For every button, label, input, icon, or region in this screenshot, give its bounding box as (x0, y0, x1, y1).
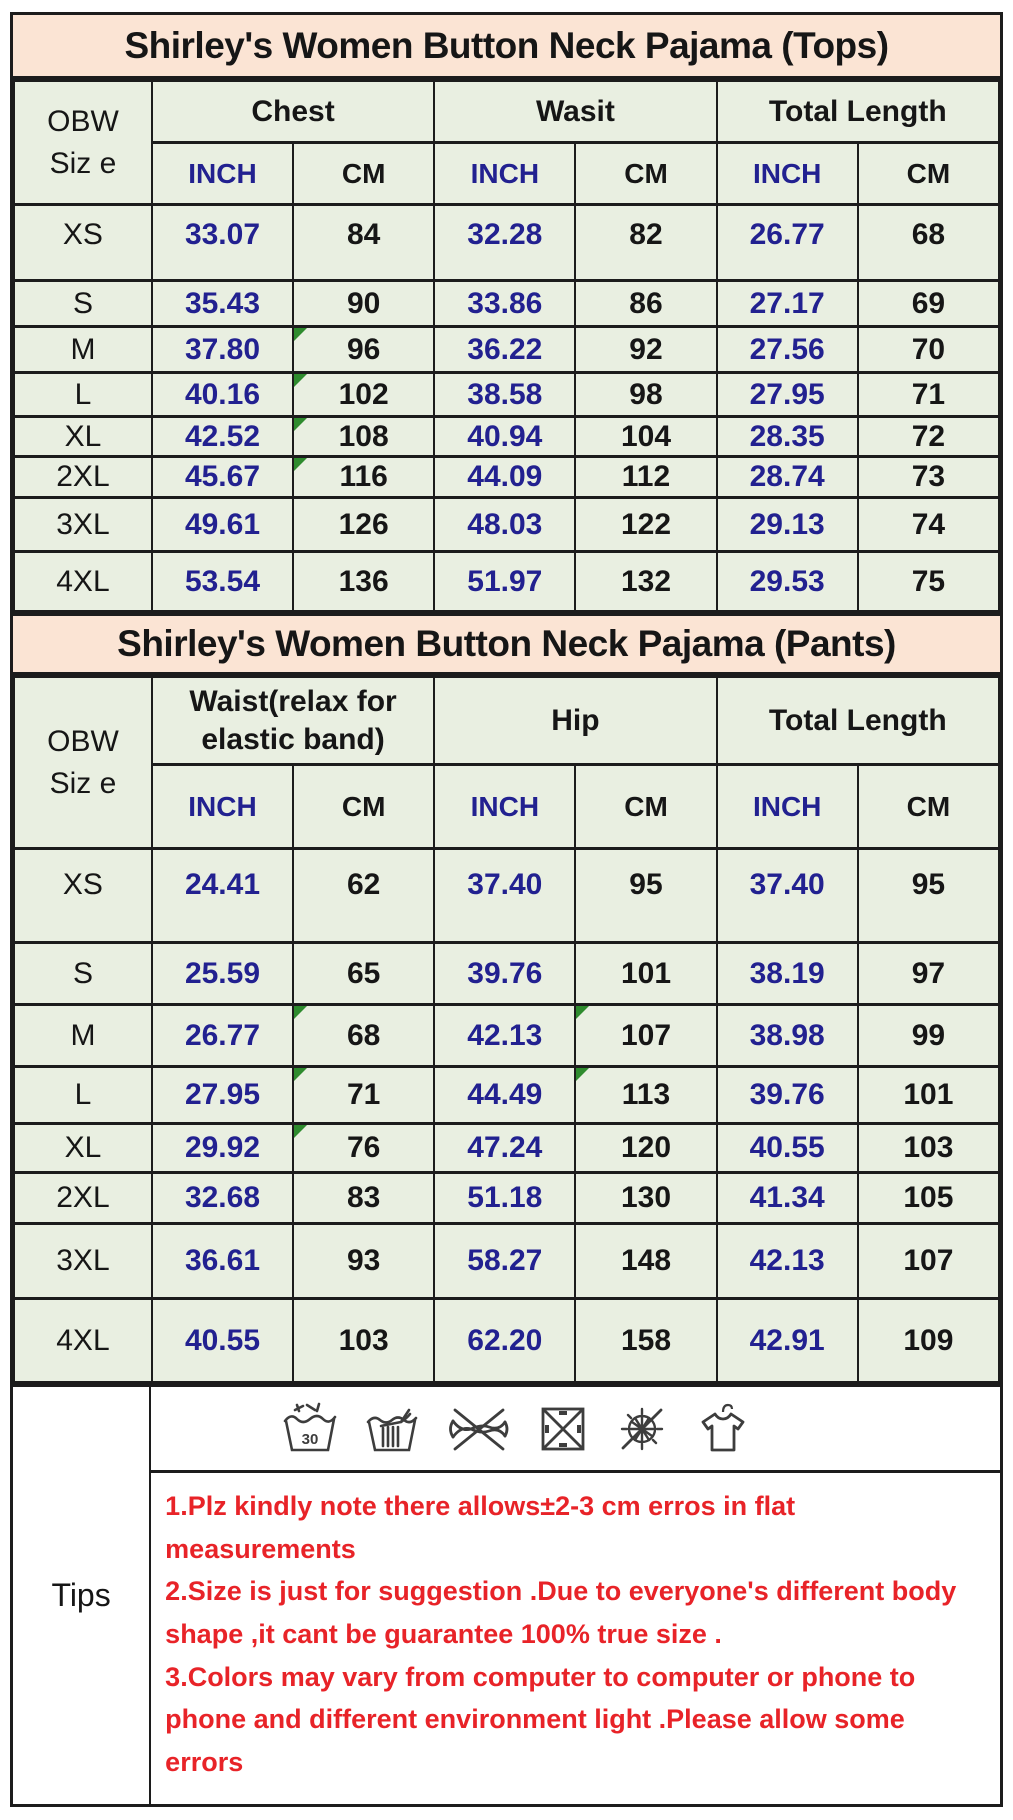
cm-value: 103 (858, 1124, 999, 1173)
tips-line-3: 3.Colors may vary from computer to computer or phone to phone and different environment light .Please allow some errors (165, 1661, 916, 1777)
size-label: XS (14, 205, 152, 281)
size-row (14, 417, 999, 457)
unit-header-cm: CM (575, 143, 716, 205)
tops-group-header-row (14, 81, 999, 143)
comment-marker-triangle (294, 458, 307, 471)
inch-value: 40.94 (434, 417, 575, 457)
inch-value: 32.68 (152, 1173, 293, 1224)
inch-value: 39.76 (717, 1067, 858, 1124)
comment-marker-triangle (576, 1068, 589, 1081)
inch-value: 58.27 (434, 1224, 575, 1299)
inch-value: 37.80 (152, 327, 293, 373)
comment-marker-triangle (294, 374, 307, 387)
size-label: S (14, 943, 152, 1005)
inch-value: 27.95 (152, 1067, 293, 1124)
cm-value: 101 (858, 1067, 999, 1124)
unit-header-cm: CM (858, 143, 999, 205)
size-label: M (14, 327, 152, 373)
pants-title: Shirley's Women Button Neck Pajama (Pants) (13, 613, 1000, 675)
size-label: L (14, 373, 152, 417)
hang-to-dry-icon (695, 1402, 751, 1456)
comment-marker-triangle (294, 328, 307, 341)
size-row (14, 327, 999, 373)
size-row (14, 1005, 999, 1067)
inch-value: 28.35 (717, 417, 858, 457)
cm-value: 107 (858, 1224, 999, 1299)
size-header-line1: OBW (47, 104, 119, 138)
inch-value: 33.07 (152, 205, 293, 281)
inch-value: 41.34 (717, 1173, 858, 1224)
cm-value: 102 (293, 373, 434, 417)
inch-value: 44.09 (434, 457, 575, 498)
cm-value: 84 (293, 205, 434, 281)
inch-value: 45.67 (152, 457, 293, 498)
tips-label: Tips (13, 1387, 151, 1804)
cm-value: 72 (858, 417, 999, 457)
cm-value: 136 (293, 552, 434, 612)
tops-group-waist: Wasit (434, 81, 716, 143)
cm-value: 68 (293, 1005, 434, 1067)
tips-section (13, 1384, 1000, 1804)
cm-value: 105 (858, 1173, 999, 1224)
inch-value: 38.98 (717, 1005, 858, 1067)
inch-value: 42.13 (717, 1224, 858, 1299)
tops-unit-header-row (14, 143, 999, 205)
inch-value: 42.52 (152, 417, 293, 457)
cm-value: 95 (858, 849, 999, 943)
cm-value: 92 (575, 327, 716, 373)
cm-value: 71 (293, 1067, 434, 1124)
unit-header-cm: CM (293, 143, 434, 205)
cm-value: 130 (575, 1173, 716, 1224)
inch-value: 27.95 (717, 373, 858, 417)
size-row (14, 498, 999, 552)
size-row (14, 457, 999, 498)
cm-value: 126 (293, 498, 434, 552)
cm-value: 148 (575, 1224, 716, 1299)
cm-value: 75 (858, 552, 999, 612)
do-not-wring-icon (445, 1404, 511, 1454)
inch-value: 33.86 (434, 281, 575, 327)
inch-value: 37.40 (434, 849, 575, 943)
tips-content (151, 1387, 1000, 1804)
cm-value: 69 (858, 281, 999, 327)
inch-value: 42.13 (434, 1005, 575, 1067)
inch-value: 26.77 (152, 1005, 293, 1067)
do-not-tumble-dry-icon (537, 1403, 589, 1455)
size-row (14, 849, 999, 943)
cm-value: 74 (858, 498, 999, 552)
care-icons-row (151, 1387, 1000, 1473)
cm-value: 108 (293, 417, 434, 457)
inch-value: 38.58 (434, 373, 575, 417)
cm-value: 96 (293, 327, 434, 373)
unit-header-inch: INCH (434, 143, 575, 205)
size-label: L (14, 1067, 152, 1124)
inch-value: 36.61 (152, 1224, 293, 1299)
cm-value: 71 (858, 373, 999, 417)
cm-value: 103 (293, 1299, 434, 1383)
size-row (14, 1224, 999, 1299)
cm-value: 104 (575, 417, 716, 457)
tops-size-column-header (14, 81, 152, 205)
cm-value: 132 (575, 552, 716, 612)
tops-group-chest: Chest (152, 81, 434, 143)
inch-value: 29.92 (152, 1124, 293, 1173)
cm-value: 95 (575, 849, 716, 943)
comment-marker-triangle (576, 1006, 589, 1019)
pants-unit-header-row (14, 765, 999, 849)
size-row (14, 1299, 999, 1383)
hand-wash-30-icon (281, 1402, 339, 1456)
pants-group-total-length: Total Length (717, 677, 999, 765)
inch-value: 39.76 (434, 943, 575, 1005)
size-label: 4XL (14, 1299, 152, 1383)
inch-value: 38.19 (717, 943, 858, 1005)
cm-value: 122 (575, 498, 716, 552)
size-label: 2XL (14, 457, 152, 498)
cm-value: 101 (575, 943, 716, 1005)
inch-value: 36.22 (434, 327, 575, 373)
cm-value: 76 (293, 1124, 434, 1173)
size-row (14, 1124, 999, 1173)
cm-value: 83 (293, 1173, 434, 1224)
inch-value: 29.53 (717, 552, 858, 612)
hand-wash-icon (365, 1402, 419, 1456)
cm-value: 107 (575, 1005, 716, 1067)
cm-value: 116 (293, 457, 434, 498)
size-row (14, 1067, 999, 1124)
unit-header-inch: INCH (152, 765, 293, 849)
size-row (14, 373, 999, 417)
tops-size-table (13, 79, 1000, 613)
tips-text (151, 1473, 1000, 1804)
unit-header-cm: CM (575, 765, 716, 849)
size-header-line1: OBW (47, 724, 119, 758)
inch-value: 26.77 (717, 205, 858, 281)
size-row (14, 205, 999, 281)
size-row (14, 943, 999, 1005)
comment-marker-triangle (294, 1006, 307, 1019)
size-label: 3XL (14, 498, 152, 552)
cm-value: 73 (858, 457, 999, 498)
inch-value: 47.24 (434, 1124, 575, 1173)
inch-value: 40.55 (717, 1124, 858, 1173)
inch-value: 27.56 (717, 327, 858, 373)
pants-group-waist: Waist(relax for elastic band) (152, 677, 434, 765)
cm-value: 93 (293, 1224, 434, 1299)
cm-value: 65 (293, 943, 434, 1005)
tips-line-2: 2.Size is just for suggestion .Due to everyone's different body shape ,it cant be guarantee 100% true size . (165, 1576, 957, 1649)
size-row (14, 552, 999, 612)
pants-group-header-row (14, 677, 999, 765)
wash-temp-label: 30 (301, 1430, 318, 1448)
cm-value: 97 (858, 943, 999, 1005)
cm-value: 120 (575, 1124, 716, 1173)
unit-header-cm: CM (858, 765, 999, 849)
inch-value: 42.91 (717, 1299, 858, 1383)
inch-value: 32.28 (434, 205, 575, 281)
cm-value: 113 (575, 1067, 716, 1124)
cm-value: 99 (858, 1005, 999, 1067)
inch-value: 48.03 (434, 498, 575, 552)
inch-value: 37.40 (717, 849, 858, 943)
unit-header-cm: CM (293, 765, 434, 849)
cm-value: 62 (293, 849, 434, 943)
pants-size-column-header (14, 677, 152, 849)
comment-marker-triangle (294, 418, 307, 431)
inch-value: 51.18 (434, 1173, 575, 1224)
tops-group-total-length: Total Length (717, 81, 999, 143)
unit-header-inch: INCH (717, 765, 858, 849)
cm-value: 98 (575, 373, 716, 417)
cm-value: 70 (858, 327, 999, 373)
inch-value: 62.20 (434, 1299, 575, 1383)
size-label: XL (14, 417, 152, 457)
size-row (14, 1173, 999, 1224)
size-label: M (14, 1005, 152, 1067)
size-label: 4XL (14, 552, 152, 612)
size-label: 2XL (14, 1173, 152, 1224)
tops-title: Shirley's Women Button Neck Pajama (Tops) (13, 15, 1000, 79)
inch-value: 27.17 (717, 281, 858, 327)
cm-value: 158 (575, 1299, 716, 1383)
unit-header-inch: INCH (152, 143, 293, 205)
size-label: S (14, 281, 152, 327)
unit-header-inch: INCH (717, 143, 858, 205)
inch-value: 40.16 (152, 373, 293, 417)
inch-value: 44.49 (434, 1067, 575, 1124)
pants-group-hip: Hip (434, 677, 716, 765)
inch-value: 35.43 (152, 281, 293, 327)
size-chart-sheet (10, 12, 1003, 1807)
unit-header-inch: INCH (434, 765, 575, 849)
inch-value: 24.41 (152, 849, 293, 943)
inch-value: 28.74 (717, 457, 858, 498)
inch-value: 49.61 (152, 498, 293, 552)
tips-line-1: 1.Plz kindly note there allows±2-3 cm erros in flat measurements (165, 1491, 796, 1564)
size-label: 3XL (14, 1224, 152, 1299)
comment-marker-triangle (294, 1068, 307, 1081)
cm-value: 112 (575, 457, 716, 498)
inch-value: 29.13 (717, 498, 858, 552)
size-header-line2: Siz e (49, 766, 117, 800)
inch-value: 25.59 (152, 943, 293, 1005)
do-not-sun-dry-icon (615, 1402, 669, 1456)
size-label: XL (14, 1124, 152, 1173)
cm-value: 86 (575, 281, 716, 327)
size-header-line2: Siz e (49, 146, 117, 180)
cm-value: 82 (575, 205, 716, 281)
inch-value: 51.97 (434, 552, 575, 612)
comment-marker-triangle (294, 1125, 307, 1138)
cm-value: 109 (858, 1299, 999, 1383)
size-row (14, 281, 999, 327)
cm-value: 68 (858, 205, 999, 281)
inch-value: 40.55 (152, 1299, 293, 1383)
pants-size-table (13, 675, 1000, 1384)
cm-value: 90 (293, 281, 434, 327)
size-label: XS (14, 849, 152, 943)
inch-value: 53.54 (152, 552, 293, 612)
